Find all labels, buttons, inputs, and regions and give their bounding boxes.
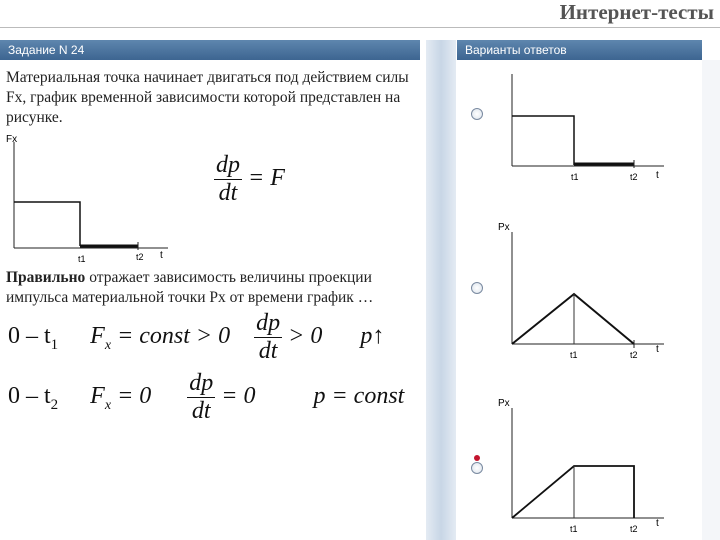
answer-option-1-radio[interactable] (471, 108, 483, 120)
answer-option-2-radio[interactable] (471, 282, 483, 294)
task-graph-t2-label: t2 (136, 252, 144, 262)
answers-header: Варианты ответов (457, 40, 702, 60)
solution-row-1 (8, 310, 384, 365)
option-1-t2: t2 (630, 172, 638, 182)
answers-scroll-edge (702, 60, 720, 540)
task-graph-t1-label: t1 (78, 254, 86, 264)
option-1-t: t (656, 170, 659, 181)
option-3-y-label: Px (498, 398, 510, 409)
row1-num: dp (256, 310, 281, 336)
row1-interval: 0 – t (8, 323, 51, 350)
page-title: Интернет-тесты (559, 0, 714, 24)
answer-option-1-graph (494, 62, 674, 192)
task-graph-y-label: Fx (6, 134, 18, 145)
question-body: отражает зависимость величины проекции импульса материальной точки Px от времени график … (6, 269, 374, 306)
row2-cond-rest: = 0 (111, 383, 152, 410)
row2-den: dt (191, 398, 211, 424)
formula-numerator: dp (216, 152, 240, 178)
question-bold: Правильно (6, 269, 86, 286)
formula-rhs: = F (248, 165, 285, 192)
row2-interval-sub: 2 (50, 396, 59, 413)
panel-divider (426, 40, 456, 540)
formula-denominator: dt (218, 180, 238, 206)
answer-option-3-radio[interactable] (471, 462, 483, 474)
task-formula (214, 152, 285, 207)
row2-cond-sub: x (104, 397, 112, 413)
task-graph-t-label: t (160, 250, 163, 261)
row2-cond: F (90, 383, 105, 410)
option-2-t2: t2 (630, 350, 638, 360)
row2-num: dp (189, 370, 214, 396)
row1-cond-sub: x (104, 337, 112, 353)
option-3-t2: t2 (630, 524, 638, 534)
option-3-t1: t1 (570, 524, 578, 534)
option-2-t: t (656, 344, 659, 355)
row1-den: dt (258, 338, 278, 364)
answer-option-3-graph (494, 394, 674, 540)
task-header: Задание N 24 (0, 40, 420, 60)
row2-rel: = 0 (221, 383, 256, 410)
option-3-t: t (656, 518, 659, 529)
option-2-t1: t1 (570, 350, 578, 360)
row1-result: p↑ (360, 323, 385, 350)
row1-cond: F (90, 323, 105, 350)
task-force-graph (0, 128, 180, 268)
option-1-t1: t1 (571, 172, 579, 182)
row1-cond-rest: = const > 0 (111, 323, 231, 350)
option-2-y-label: Px (498, 222, 510, 233)
row2-interval: 0 – t (8, 383, 51, 410)
task-text: Материальная точка начинает двигаться под действием силы Fx, график временной зависимости которой представлен на рисунке. (6, 69, 409, 126)
row2-result: p = const (313, 383, 405, 410)
row1-rel: > 0 (288, 323, 323, 350)
title-separator (0, 27, 720, 28)
row1-interval-sub: 1 (50, 336, 59, 353)
question-text (6, 268, 416, 308)
answer-option-2-graph (494, 218, 674, 366)
solution-row-2 (8, 370, 404, 425)
